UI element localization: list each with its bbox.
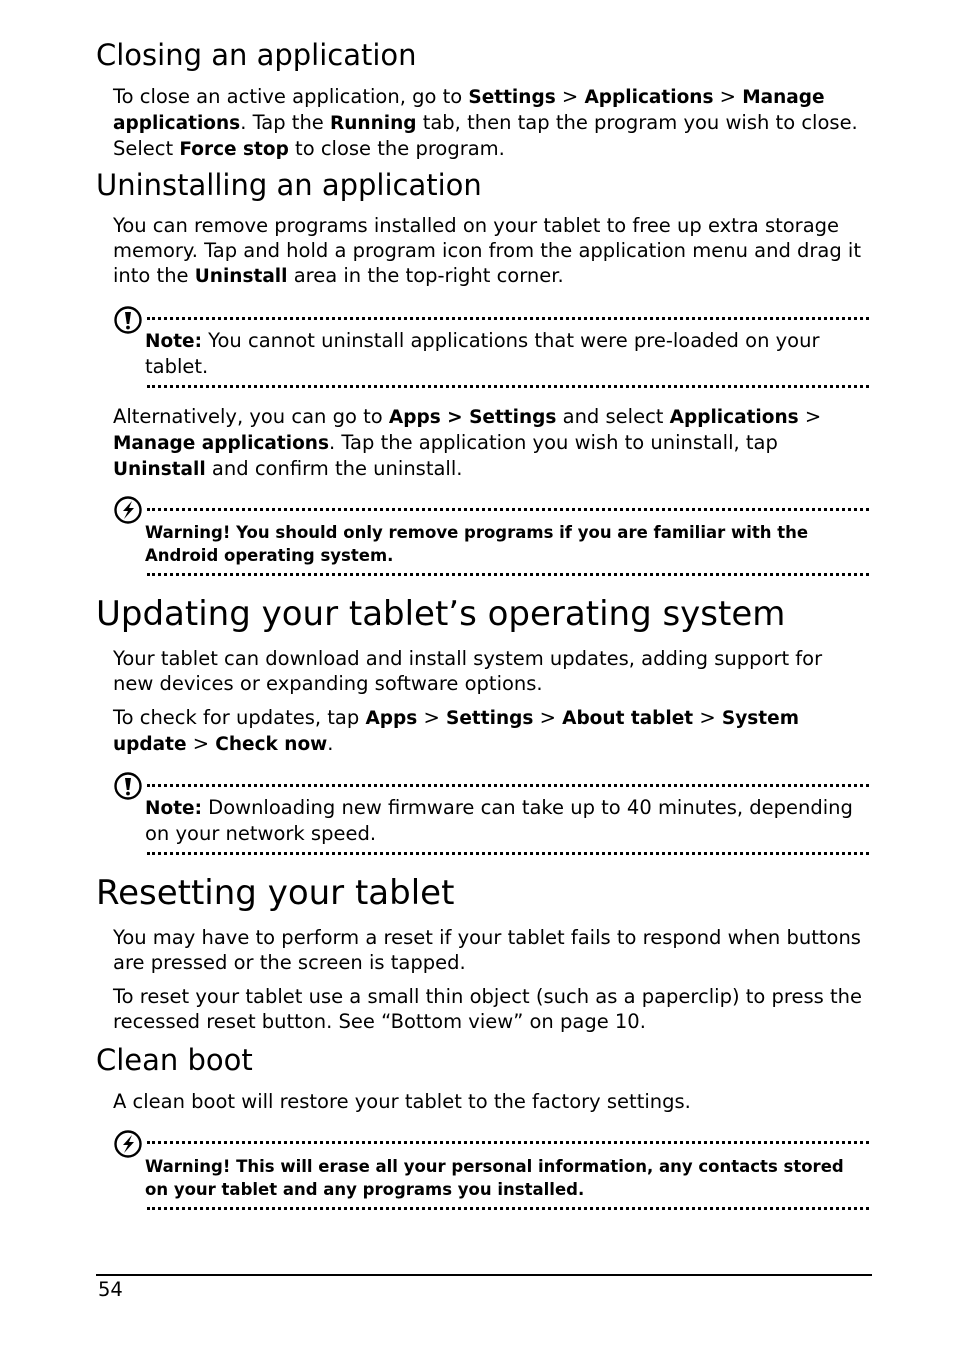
note-text: Note: Downloading new firmware can take up to 40 minutes, depending on your network speed. xyxy=(145,796,853,845)
dotted-rule xyxy=(147,573,869,576)
lightning-circle-icon xyxy=(113,1129,143,1159)
paragraph-updating-2: To check for updates, tap Apps > Settings > About tablet > System update > Check now. xyxy=(113,706,799,755)
note-box-uninstall xyxy=(113,305,869,391)
heading-clean-boot: Clean boot xyxy=(96,1043,253,1077)
paragraph-uninstalling-alt: Alternatively, you can go to Apps > Settings and select Applications > Manage applications. Tap the application you wish to uninstall, tap Uninstall and confirm the uninstall. xyxy=(113,405,822,480)
note-box-updating xyxy=(113,771,869,859)
note-text: Note: You cannot uninstall applications that were pre-loaded on your tablet. xyxy=(145,329,820,378)
heading-uninstalling: Uninstalling an application xyxy=(96,168,482,202)
lightning-circle-icon xyxy=(113,495,143,525)
dotted-rule xyxy=(147,1141,869,1144)
warning-box-uninstall xyxy=(113,495,869,581)
dotted-rule xyxy=(147,852,869,855)
dotted-rule xyxy=(147,1207,869,1210)
dotted-rule xyxy=(147,385,869,388)
paragraph-updating-1: Your tablet can download and install system updates, adding support for new devices or expanding software options. xyxy=(113,647,823,695)
warning-text: Warning! You should only remove programs if you are familiar with the Android operating system. xyxy=(145,523,809,565)
heading-closing: Closing an application xyxy=(96,38,417,72)
warning-text: Warning! This will erase all your personal information, any contacts stored on your tablet and any programs you installed. xyxy=(145,1157,844,1199)
paragraph-uninstalling: You can remove programs installed on your tablet to free up extra storage memory. Tap and hold a program icon from the application menu and drag it into the Uninstall area in the top-right corner. xyxy=(113,214,861,287)
exclamation-circle-icon xyxy=(113,771,143,801)
page-number: 54 xyxy=(98,1278,123,1301)
heading-updating: Updating your tablet’s operating system xyxy=(96,594,786,634)
paragraph-resetting-1: You may have to perform a reset if your tablet fails to respond when buttons are pressed or the screen is tapped. xyxy=(113,926,861,974)
paragraph-closing: To close an active application, go to Settings > Applications > Manage applications. Tap the Running tab, then tap the program you wish to close. Select Force stop to close the program. xyxy=(113,85,858,160)
dotted-rule xyxy=(147,508,869,511)
paragraph-clean-boot: A clean boot will restore your tablet to the factory settings. xyxy=(113,1090,691,1113)
paragraph-resetting-2: To reset your tablet use a small thin object (such as a paperclip) to press the recessed reset button. See “Bottom view” on page 10. xyxy=(113,985,863,1033)
dotted-rule xyxy=(147,784,869,787)
heading-resetting: Resetting your tablet xyxy=(96,873,455,913)
exclamation-circle-icon xyxy=(113,305,143,335)
footer-rule xyxy=(96,1274,872,1276)
warning-box-clean-boot xyxy=(113,1129,869,1215)
dotted-rule xyxy=(147,317,869,320)
